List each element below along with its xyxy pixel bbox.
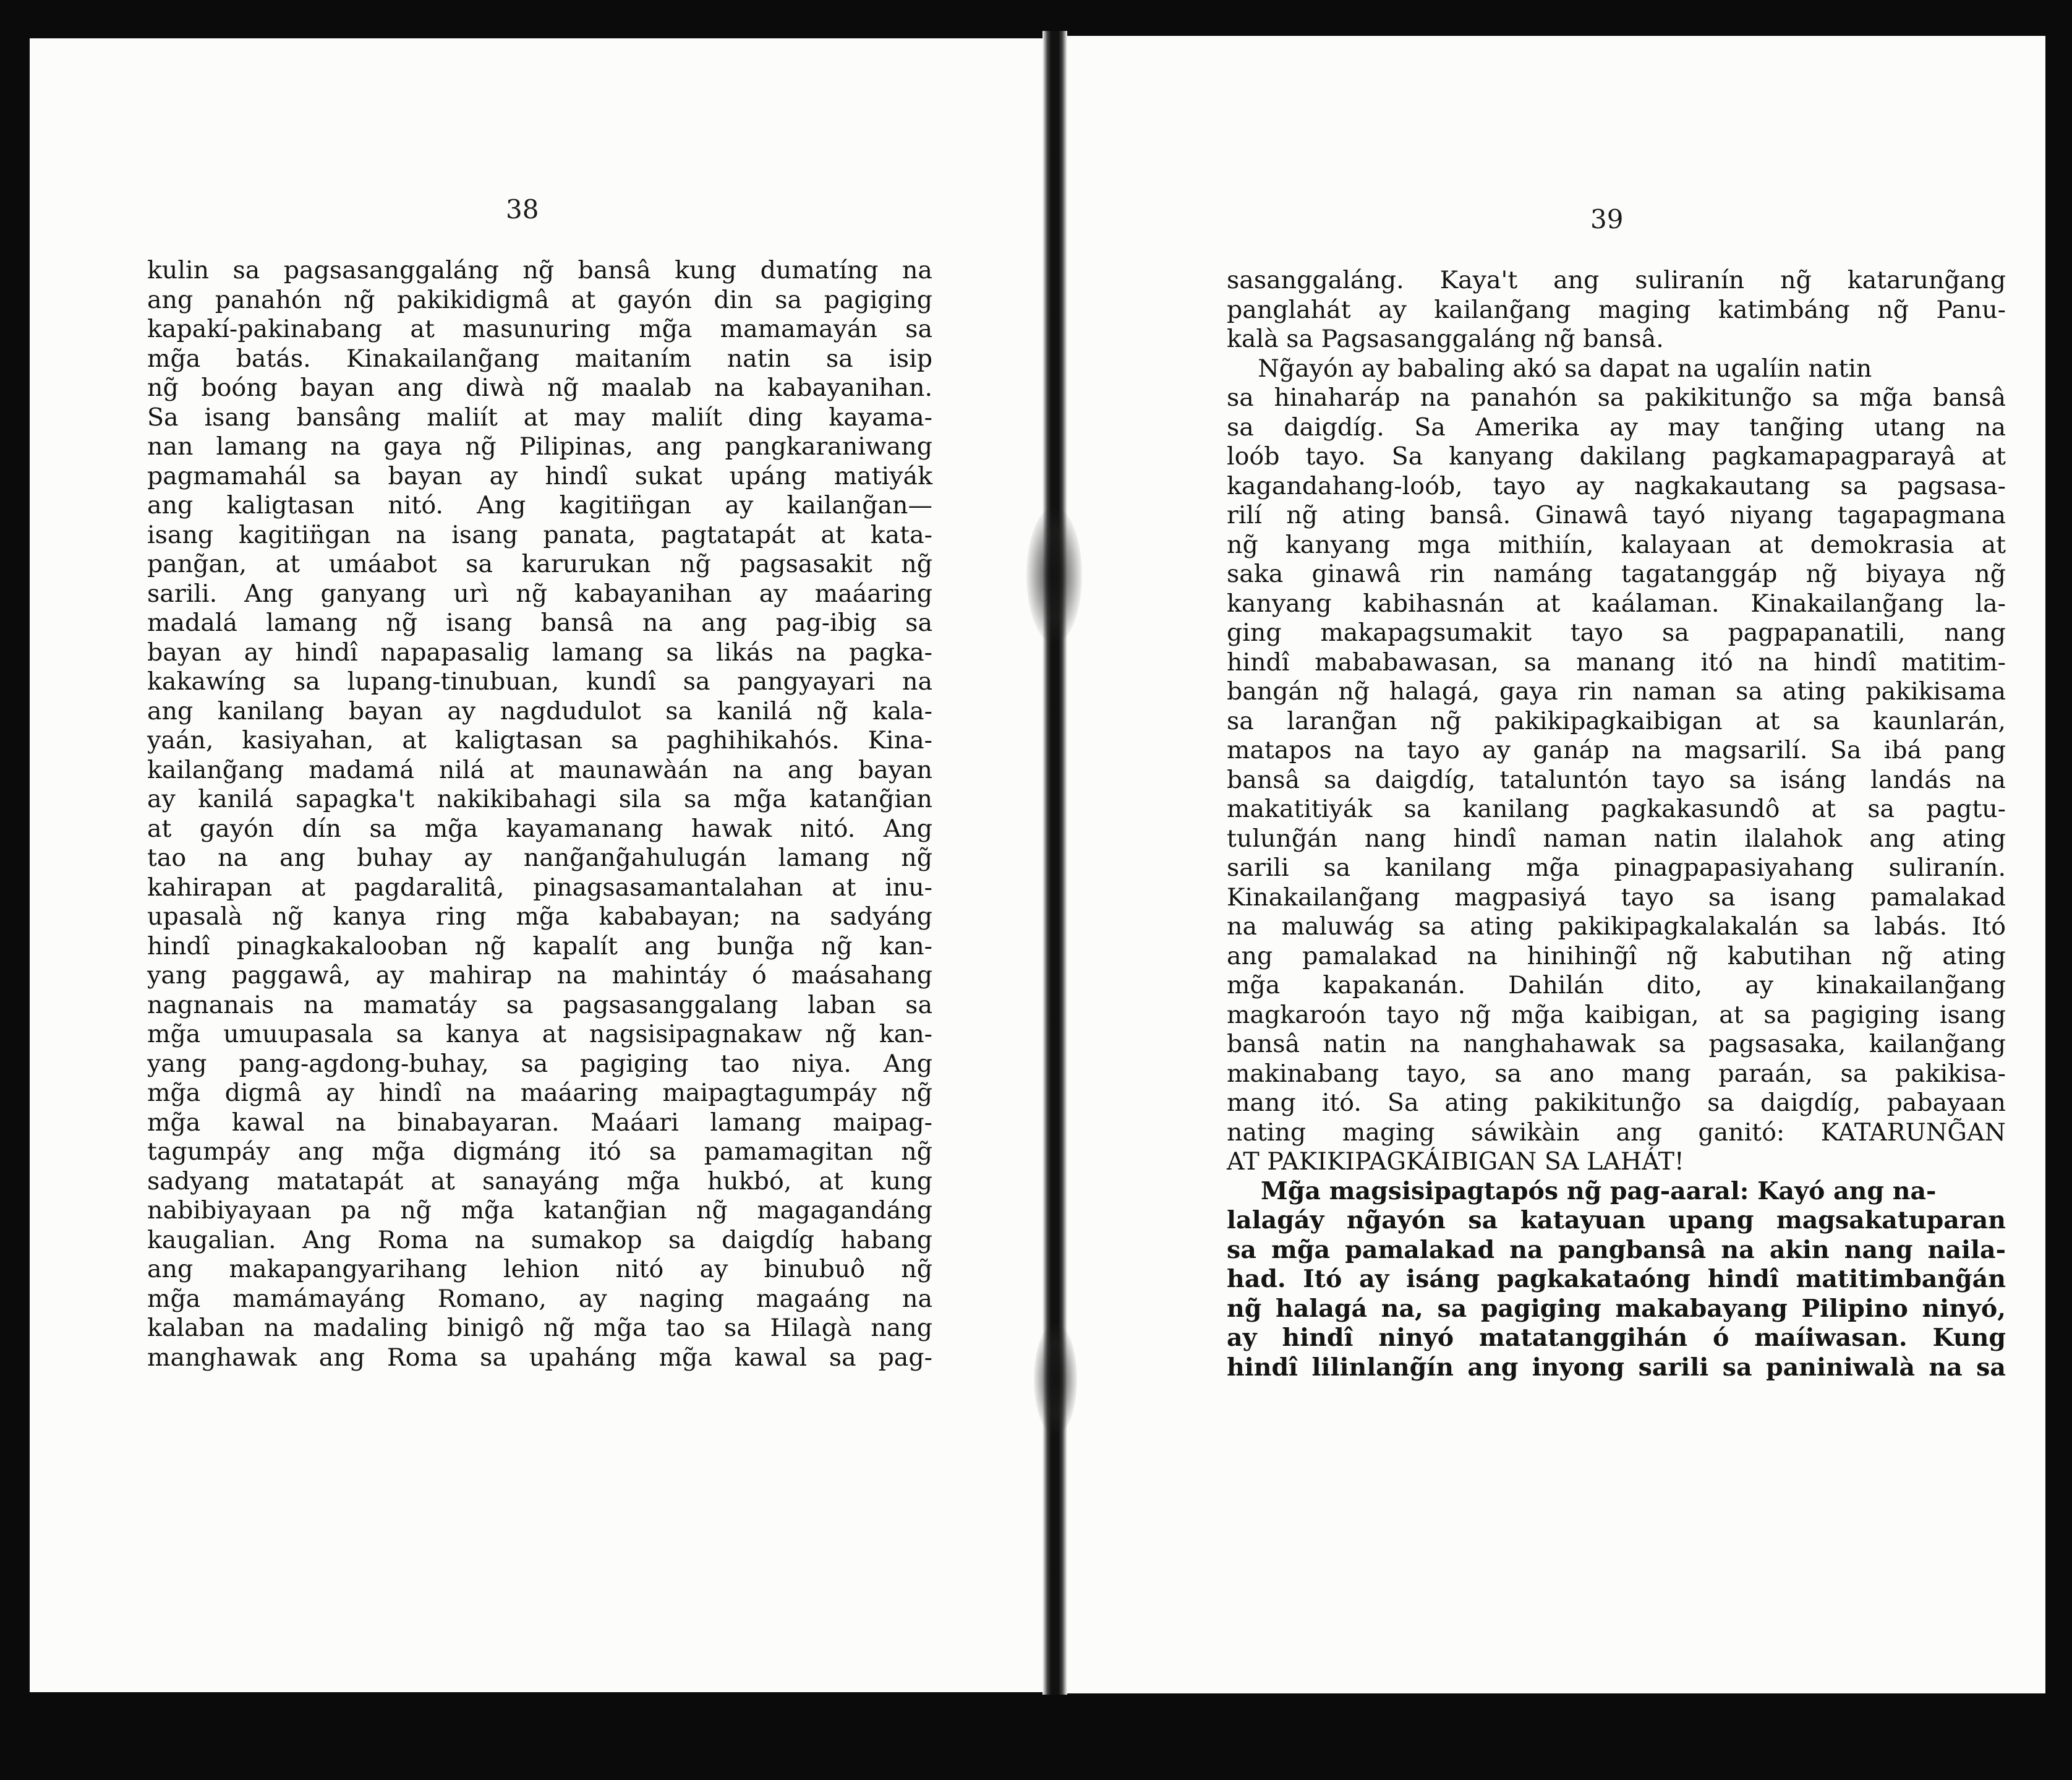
text-line: mg̃a kawal na binabayaran. Maáari lamang maipag- (147, 1108, 932, 1137)
text-line: bansâ natin na nanghahawak sa pagsasaka, kailang̃ang (1227, 1030, 2006, 1058)
text-line: isang kagitin̈gan na isang panata, pagtatapát at kata- (147, 520, 932, 549)
text-line: makinabang tayo, sa ano mang paraán, sa pakikisa- (1227, 1059, 2006, 1088)
text-line: pagmamahál sa bayan ay hindî sukat upáng matiyák (147, 461, 932, 490)
text-line: sadyang matatapát at sanayáng mg̃a hukbó, at kung (147, 1166, 932, 1196)
text-line: mg̃a mamámayáng Romano, ay naging magaáng na (147, 1284, 932, 1313)
text-line: kalà sa Pagsasanggaláng ng̃ bansâ. (1227, 325, 1664, 353)
text-line: sa hinaharáp na panahón sa pakikitung̃o sa mg̃a bansâ (1227, 383, 2006, 412)
text-line: na maluwág sa ating pakikipagkalakalán sa labás. Itó (1227, 912, 2006, 941)
text-line: loób tayo. Sa kanyang dakilang pagkamapagparayâ at (1227, 442, 2006, 471)
text-line: mg̃a batás. Kinakailang̃ang maitaním natin sa isip (147, 344, 932, 373)
text-line: ng̃ boóng bayan ang diwà ng̃ maalab na kabayanihan. (147, 374, 932, 402)
text-line: manghawak ang Roma sa upaháng mg̃a kawal sa pag- (147, 1343, 932, 1372)
text-line: pang̃an, at umáabot sa karurukan ng̃ pagsasakit ng̃ (147, 550, 932, 578)
text-line: sasanggaláng. Kaya't ang suliranín ng̃ katarung̃ang (1227, 266, 2006, 294)
text-line: nabibiyayaan pa ng̃ mg̃a katang̃ian ng̃ magagandáng (147, 1196, 932, 1225)
text-line: Sa isang bansâng maliít at may maliít ding kayama- (147, 403, 932, 432)
text-line: mang itó. Sa ating pakikitung̃o sa daigdíg, pabayaan (1227, 1089, 2006, 1117)
text-line: sarili. Ang ganyang urì ng̃ kabayanihan ay maáaring (147, 579, 932, 608)
text-line: nagnanais na mamatáy sa pagsasanggalang laban sa (147, 990, 932, 1019)
text-line: bangán ng̃ halagá, gaya rin naman sa ating pakikisama (1227, 677, 2006, 706)
text-line: nating maging sáwikàin ang ganitó: KATARUNG̃AN (1227, 1118, 2006, 1147)
text-line: kalaban na madaling binigô ng̃ mg̃a tao sa Hilagà nang (147, 1314, 932, 1342)
text-line: mg̃a kapakanán. Dahilán dito, ay kinakailang̃ang (1227, 971, 2006, 999)
text-line: kailang̃ang madamá nilá at maunawàán na ang bayan (147, 755, 932, 784)
text-line: at gayón dín sa mg̃a kayamanang hawak nitó. Ang (147, 814, 932, 843)
text-line: bayan ay hindî napapasalig lamang sa likás na pagka- (147, 638, 932, 667)
right-page-paragraphs (1227, 266, 2006, 1177)
text-line: kulin sa pagsasanggaláng ng̃ bansâ kung dumatíng na (147, 256, 932, 285)
page-number-left: 38 (506, 194, 539, 225)
text-line: yang pang-agdong-buhay, sa pagiging tao niya. Ang (147, 1049, 932, 1078)
text-line: mg̃a umuupasala sa kanya at nagsisipagnakaw ng̃ kan- (147, 1020, 932, 1048)
text-line: ay hindî ninyó matatanggihán ó maíiwasan. Kung (1227, 1324, 2006, 1352)
text-line: rilí ng̃ ating bansâ. Ginawâ tayó niyang tagapagmana (1227, 501, 2006, 529)
text-line: sa mg̃a pamalakad na pangbansâ na akin nang naila- (1227, 1235, 2006, 1264)
book-spine (1042, 31, 1067, 1695)
text-line: ang kanilang bayan ay nagdudulot sa kanilá ng̃ kala- (147, 696, 932, 725)
spine-smudge (1026, 507, 1082, 643)
left-page (30, 38, 1051, 1692)
right-page (1065, 36, 2045, 1693)
text-line: madalá lamang ng̃ isang bansâ na ang pag-ibig sa (147, 609, 932, 637)
text-line: ng̃ halagá na, sa pagiging makabayang Pilipino ninyó, (1227, 1294, 2006, 1323)
text-line: ay kanilá sapagka't nakikibahagi sila sa mg̃a katang̃ian (147, 785, 932, 813)
left-page-body (147, 256, 932, 1372)
text-line: hindî pinagkakalooban ng̃ kapalít ang bung̃a ng̃ kan- (147, 931, 932, 961)
text-line: ang panahón ng̃ pakikidigmâ at gayón din sa pagiging (147, 285, 932, 314)
text-line: yang paggawâ, ay mahirap na mahintáy ó maásahang (147, 961, 932, 990)
text-line: matapos na tayo ay ganáp na magsarilí. Sa ibá pang (1227, 736, 2006, 764)
text-line: sa larang̃an ng̃ pakikipagkaibigan at sa kaunlarán, (1227, 706, 2006, 735)
text-line: Kinakailang̃ang magpasiyá tayo sa isang pamalakad (1227, 883, 2006, 912)
page-number-right: 39 (1590, 204, 1624, 234)
text-line: nan lamang na gaya ng̃ Pilipinas, ang pangkaraniwang (147, 432, 932, 461)
text-line: ging makapagsumakit tayo sa pagpapanatili, nang (1227, 618, 2006, 647)
text-line: AT PAKIKIPAGKÁIBIGAN SA LAHÁT! (1227, 1147, 1684, 1176)
text-line: sa daigdíg. Sa Amerika ay may tang̃ing utang na (1227, 413, 2006, 442)
text-line: kapakí-pakinabang at masunuring mg̃a mamamayán sa (147, 315, 932, 343)
text-line: lalagáy ng̃ayón sa katayuan upang magsakatuparan (1227, 1206, 2006, 1234)
text-line: tulung̃án nang hindî naman natin ilalahok ang ating (1227, 824, 2006, 853)
text-line: Ng̃ayón ay babaling akó sa dapat na ugalíin natin (1227, 354, 1872, 383)
text-line: kanyang kabihasnán at kaálaman. Kinakailang̃ang la- (1227, 589, 2006, 618)
text-line: kakawíng sa lupang-tinubuan, kundî sa pangyayari na (147, 667, 932, 696)
text-line: kahirapan at pagdaralitâ, pinagsasamantalahan at inu- (147, 873, 932, 902)
text-line: ang kaligtasan nitó. Ang kagitin̈gan ay kailang̃an— (147, 491, 932, 520)
text-line: panglahát ay kailang̃ang maging katimbáng ng̃ Panu- (1227, 295, 2006, 324)
text-line: sarili sa kanilang mg̃a pinagpapasiyahang suliranín. (1227, 854, 2006, 882)
text-line: upasalà ng̃ kanya ring mg̃a kababayan; na sadyáng (147, 902, 932, 931)
text-line: had. Itó ay isáng pagkakataóng hindî matitimbang̃án (1227, 1265, 2006, 1293)
text-line: magkaroón tayo ng̃ mg̃a kaibigan, at sa pagiging isang (1227, 1000, 2006, 1029)
right-page-body (1227, 266, 2006, 1382)
text-line: kaugalian. Ang Roma na sumakop sa daigdíg habang (147, 1225, 932, 1254)
right-page-bold-paragraph (1227, 1177, 2006, 1383)
text-line: hindî mababawasan, sa manang itó na hindî matitim- (1227, 648, 2006, 677)
text-line: tao na ang buhay ay nang̃ang̃ahulugán lamang ng̃ (147, 844, 932, 872)
text-line: tagumpáy ang mg̃a digmáng itó sa pamamagitan ng̃ (147, 1137, 932, 1166)
text-line: ang makapangyarihang lehion nitó ay binubuô ng̃ (147, 1255, 932, 1283)
text-line: bansâ sa daigdíg, tataluntón tayo sa isáng landás na (1227, 765, 2006, 794)
text-line: makatitiyák sa kanilang pagkakasundô at sa pagtu- (1227, 795, 2006, 823)
text-line: saka ginawâ rin namáng tagatanggáp ng̃ biyaya ng̃ (1227, 560, 2006, 588)
text-line: ng̃ kanyang mga mithiín, kalayaan at demokrasia at (1227, 530, 2006, 559)
text-line: Mg̃a magsisipagtapós ng̃ pag-aaral: Kayó ang na- (1227, 1176, 1937, 1205)
text-line: ang pamalakad na hinihing̃î ng̃ kabutihan ng̃ ating (1227, 941, 2006, 970)
text-line: mg̃a digmâ ay hindî na maáaring maipagtagumpáy ng̃ (147, 1079, 932, 1107)
text-line: kagandahang-loób, tayo ay nagkakautang sa pagsasa- (1227, 471, 2006, 500)
text-line: hindî lilinlang̃ín ang inyong sarili sa paniniwalà na sa (1227, 1353, 2006, 1382)
spine-smudge (1034, 1324, 1077, 1435)
text-line: yaán, kasiyahan, at kaligtasan sa paghihikahós. Kina- (147, 726, 932, 755)
